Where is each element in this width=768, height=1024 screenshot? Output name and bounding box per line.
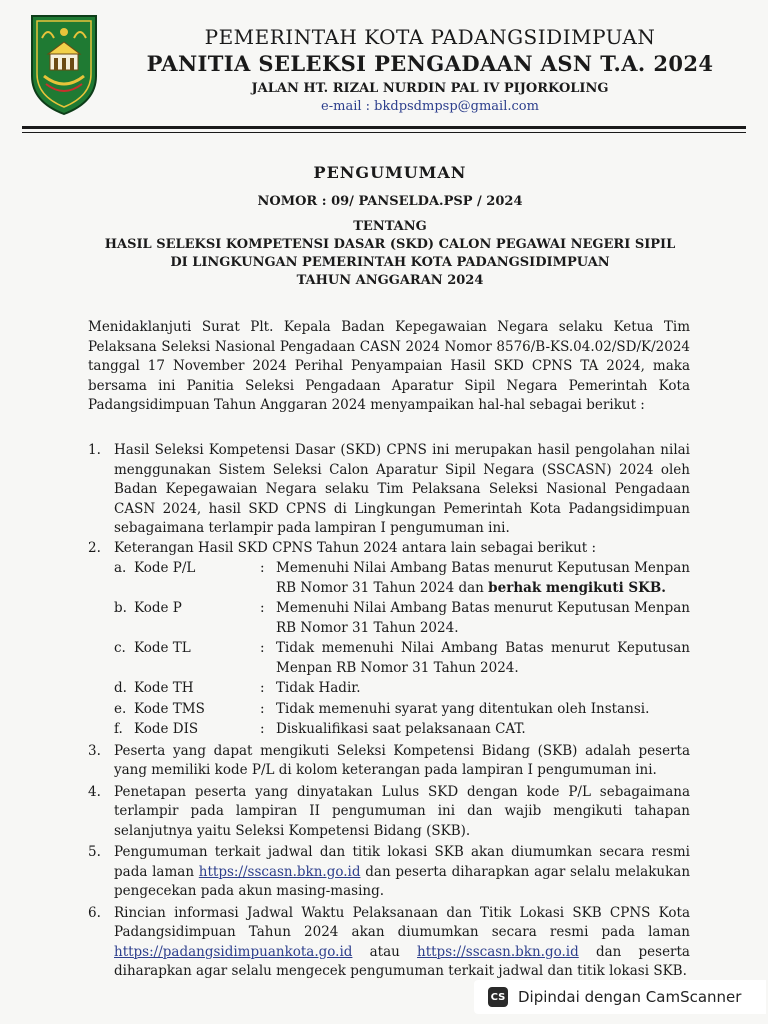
list-item	[88, 539, 690, 559]
announcement-number: NOMOR : 09/ PANSELDA.PSP / 2024	[257, 194, 523, 209]
list-item-text-part: dan peserta diharapkan agar selalu mengecek pengumuman terkait jadwal dan titik lokasi SKB.	[114, 943, 690, 979]
list-item	[88, 904, 690, 982]
camscanner-icon: CS	[488, 987, 508, 1007]
code-name: Kode DIS	[134, 721, 199, 737]
padangsidimpuan-link[interactable]: https://padangsidimpuankota.go.id	[114, 943, 353, 960]
announcement-subject-line3: TAHUN ANGGARAN 2024	[296, 273, 484, 288]
list-item-number: 4.	[88, 783, 101, 800]
letterhead-government: PEMERINTAH KOTA PADANGSIDIMPUAN	[204, 25, 656, 49]
announcement-subject-line2: DI LINGKUNGAN PEMERINTAH KOTA PADANGSIDIMPUAN	[170, 255, 610, 270]
code-name: Kode TH	[134, 680, 194, 696]
list-item	[88, 742, 690, 781]
list-item-text-part: Rincian informasi Jadwal Waktu Pelaksanaan dan Titik Lokasi SKB CPNS Kota Padangsidimpuan Tahun 2024 akan diumumkan secara resmi pada laman	[114, 904, 690, 940]
code-description	[276, 559, 690, 598]
code-letter: c.	[114, 640, 126, 656]
code-description: Diskualifikasi saat pelaksanaan CAT.	[276, 721, 526, 737]
list-item-number: 6.	[88, 904, 101, 921]
code-description: Tidak Hadir.	[276, 680, 361, 696]
camscanner-badge	[474, 980, 766, 1014]
sscasn-link[interactable]: https://sscasn.bkn.go.id	[198, 863, 361, 880]
list-item-text-part: Pengumuman terkait jadwal dan titik lokasi SKB akan diumumkan secara resmi pada laman	[114, 844, 690, 880]
letterhead-divider-thick	[22, 126, 746, 129]
code-name: Kode TL	[134, 640, 191, 656]
code-description: Tidak memenuhi Nilai Ambang Batas menurut Keputusan Menpan RB Nomor 31 Tahun 2024.	[276, 640, 690, 676]
announcement-subject-line1: HASIL SELEKSI KOMPETENSI DASAR (SKD) CALON PEGAWAI NEGERI SIPIL	[104, 237, 676, 252]
letterhead-divider-thin	[22, 132, 746, 133]
code-description: Tidak memenuhi syarat yang ditentukan oleh Instansi.	[276, 700, 650, 717]
code-row	[114, 700, 690, 720]
camscanner-label: Dipindai dengan CamScanner	[518, 988, 742, 1006]
code-name: Kode P	[134, 600, 182, 616]
letterhead-committee: PANITIA SELEKSI PENGADAAN ASN T.A. 2024	[146, 51, 714, 76]
list-item-text: Peserta yang dapat mengikuti Seleksi Kompetensi Bidang (SKB) adalah peserta yang memiliki kode P/L di kolom keterangan pada lampiran I pengumuman ini.	[114, 742, 690, 778]
code-description-text: Memenuhi Nilai Ambang Batas menurut Keputusan Menpan RB Nomor 31 Tahun 2024 dan	[276, 560, 690, 596]
list-item-number: 2.	[88, 539, 101, 556]
code-row	[114, 679, 690, 699]
code-colon: :	[260, 560, 265, 576]
sscasn-link[interactable]: https://sscasn.bkn.go.id	[417, 943, 579, 960]
code-legend	[114, 559, 690, 740]
list-item-number: 5.	[88, 844, 101, 860]
code-name: Kode TMS	[134, 700, 205, 717]
code-colon: :	[260, 680, 265, 696]
announcement-heading: PENGUMUMAN	[313, 163, 467, 182]
announcement-about: TENTANG	[353, 219, 427, 234]
code-colon: :	[260, 600, 265, 616]
city-emblem-icon	[28, 12, 100, 116]
list-item	[88, 843, 690, 902]
code-letter: f.	[114, 721, 123, 737]
list-item-text-part: dan peserta diharapkan agar selalu melakukan pengecekan pada akun masing-masing.	[114, 863, 691, 899]
announcement-list	[88, 441, 690, 982]
list-item-text: Penetapan peserta yang dinyatakan Lulus SKD dengan kode P/L sebagaimana terlampir pada lampiran II pengumuman ini dan wajib mengikuti tahapan selanjutnya yaitu Seleksi Kompetensi Bidang (SKB).	[114, 783, 690, 839]
intro-paragraph: Menidaklanjuti Surat Plt. Kepala Badan Kepegawaian Negara selaku Ketua Tim Pelaksana Seleksi Nasional Pengadaan CASN 2024 Nomor 8576/B-KS.04.02/SD/K/2024 tanggal 17 November 2024 Perihal Penyampaian Hasil SKD CPNS TA 2024, maka bersama ini Panitia Seleksi Pengadaan Aparatur Sipil Negara Pemerintah Kota Padangsidimpuan Tahun Anggaran 2024 menyampaikan hal-hal sebagai berikut :	[88, 319, 690, 413]
code-description: Memenuhi Nilai Ambang Batas menurut Keputusan Menpan RB Nomor 31 Tahun 2024.	[276, 600, 690, 636]
letterhead	[110, 24, 750, 115]
list-item-text: Keterangan Hasil SKD CPNS Tahun 2024 antara lain sebagai berikut :	[114, 539, 597, 556]
list-item-number: 1.	[88, 442, 101, 458]
list-item	[88, 783, 690, 842]
list-item-text	[114, 904, 690, 982]
code-letter: d.	[114, 680, 127, 696]
letterhead-address: JALAN HT. RIZAL NURDIN PAL IV PIJORKOLING	[251, 81, 609, 96]
code-letter: b.	[114, 600, 127, 616]
list-item-number: 3.	[88, 742, 101, 759]
title-block	[40, 162, 740, 290]
code-letter: a.	[114, 560, 127, 576]
code-colon: :	[260, 640, 265, 656]
list-item	[88, 441, 690, 539]
code-row	[114, 639, 690, 678]
letterhead-email: e-mail : bkdpsdmpsp@gmail.com	[321, 99, 539, 114]
code-description-emphasis: berhak mengikuti SKB.	[488, 579, 667, 596]
code-colon: :	[260, 721, 265, 737]
list-item-text-part: atau	[369, 943, 400, 960]
list-item-text	[114, 843, 690, 902]
code-row	[114, 720, 690, 740]
code-letter: e.	[114, 700, 127, 717]
code-row	[114, 559, 690, 598]
list-item-text: Hasil Seleksi Kompetensi Dasar (SKD) CPNS ini merupakan hasil pengolahan nilai menggunakan Sistem Seleksi Calon Aparatur Sipil Negara (SSCASN) 2024 oleh Badan Kepegawaian Negara selaku Tim Pelaksana Seleksi Nasional Pengadaan CASN 2024, hasil SKD CPNS di Lingkungan Pemerintah Kota Padangsidimpuan sebagaimana terlampir pada lampiran I pengumuman ini.	[114, 442, 690, 536]
code-name: Kode P/L	[134, 560, 196, 576]
code-colon: :	[260, 700, 265, 717]
code-row	[114, 599, 690, 638]
